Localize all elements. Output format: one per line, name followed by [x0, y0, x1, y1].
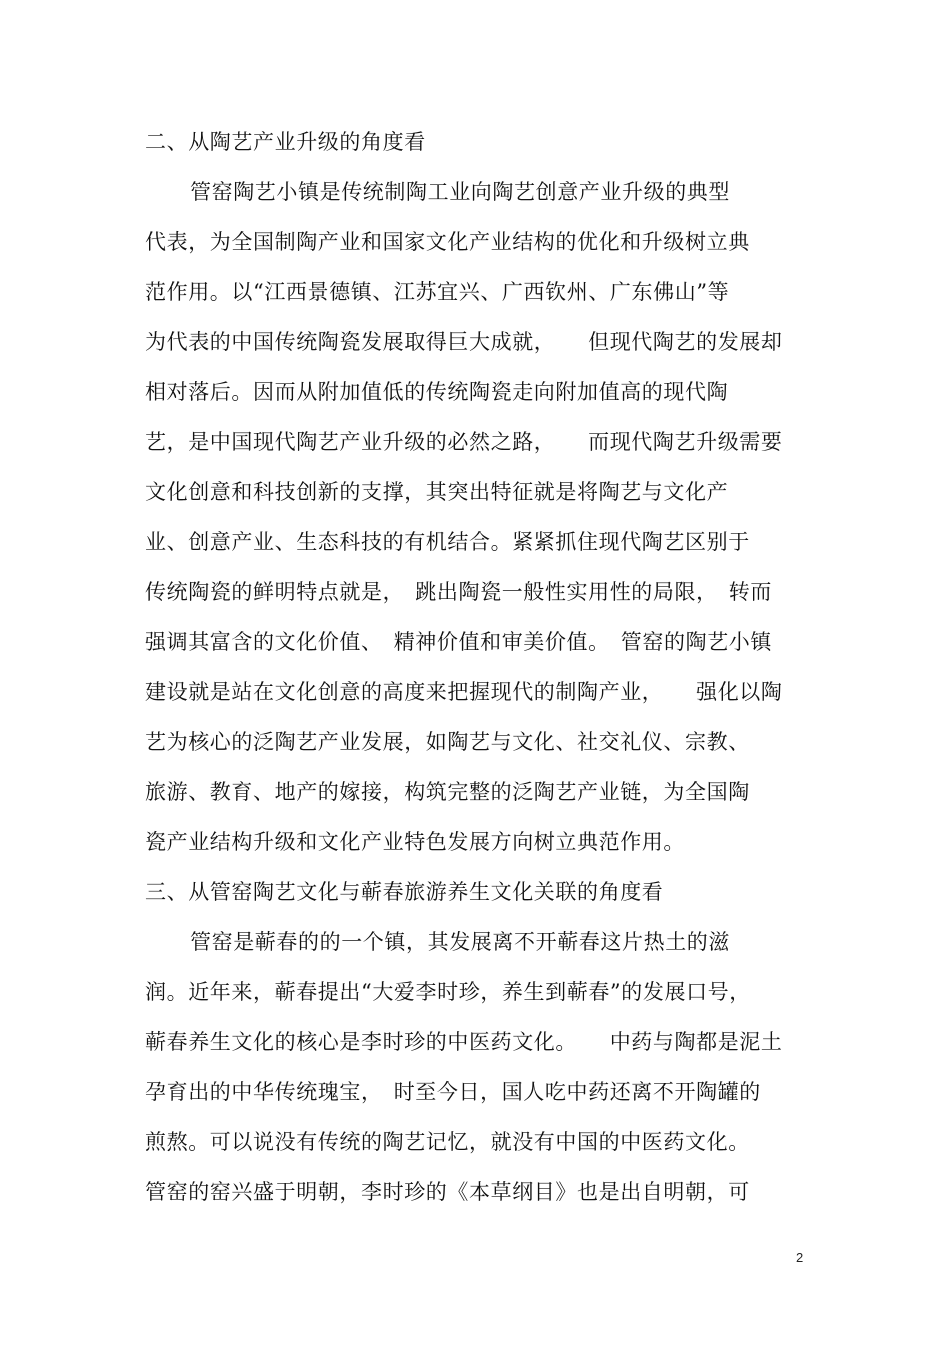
paragraph-line: 建设就是站在文化创意的高度来把握现代的制陶产业， 强化以陶 [145, 680, 783, 704]
paragraph-line: 管窑是蕲春的的一个镇，其发展离不开蕲春这片热土的滋 [190, 930, 730, 954]
paragraph-line: 管窑的窑兴盛于明朝，李时珍的《本草纲目》也是出自明朝，可 [145, 1180, 750, 1204]
paragraph-line: 艺，是中国现代陶艺产业升级的必然之路， 而现代陶艺升级需要 [145, 430, 783, 454]
paragraph-line: 为代表的中国传统陶瓷发展取得巨大成就， 但现代陶艺的发展却 [145, 330, 783, 354]
paragraph-line: 强调其富含的文化价值、 精神价值和审美价值。 管窑的陶艺小镇 [145, 630, 772, 654]
paragraph-line: 蕲春养生文化的核心是李时珍的中医药文化。 中药与陶都是泥土 [145, 1030, 783, 1054]
paragraph-line: 业、创意产业、生态科技的有机结合。紧紧抓住现代陶艺区别于 [145, 530, 750, 554]
paragraph-line: 旅游、教育、地产的嫁接，构筑完整的泛陶艺产业链，为全国陶 [145, 780, 750, 804]
paragraph-line: 文化创意和科技创新的支撑，其突出特征就是将陶艺与文化产 [145, 480, 729, 504]
paragraph-line: 艺为核心的泛陶艺产业发展，如陶艺与文化、社交礼仪、宗教、 [145, 730, 750, 754]
section-heading-3: 三、从管窑陶艺文化与蕲春旅游养生文化关联的角度看 [145, 880, 664, 904]
paragraph-line: 孕育出的中华传统瑰宝， 时至今日，国人吃中药还离不开陶罐的 [145, 1080, 761, 1104]
paragraph-line: 范作用。以“江西景德镇、江苏宜兴、广西钦州、广东佛山”等 [145, 280, 730, 304]
paragraph-line: 代表，为全国制陶产业和国家文化产业结构的优化和升级树立典 [145, 230, 750, 254]
section-heading-2: 二、从陶艺产业升级的角度看 [145, 130, 426, 154]
paragraph-line: 传统陶瓷的鲜明特点就是， 跳出陶瓷一般性实用性的局限， 转而 [145, 580, 772, 604]
page-number: 2 [796, 1250, 804, 1265]
paragraph-line: 管窑陶艺小镇是传统制陶工业向陶艺创意产业升级的典型 [190, 180, 730, 204]
paragraph-line: 煎熬。可以说没有传统的陶艺记忆，就没有中国的中医药文化。 [145, 1130, 750, 1154]
paragraph-line: 相对落后。因而从附加值低的传统陶瓷走向附加值高的现代陶 [145, 380, 729, 404]
paragraph-line: 瓷产业结构升级和文化产业特色发展方向树立典范作用。 [145, 830, 685, 854]
paragraph-line: 润。近年来，蕲春提出“大爱李时珍，养生到蕲春”的发展口号， [145, 980, 751, 1004]
